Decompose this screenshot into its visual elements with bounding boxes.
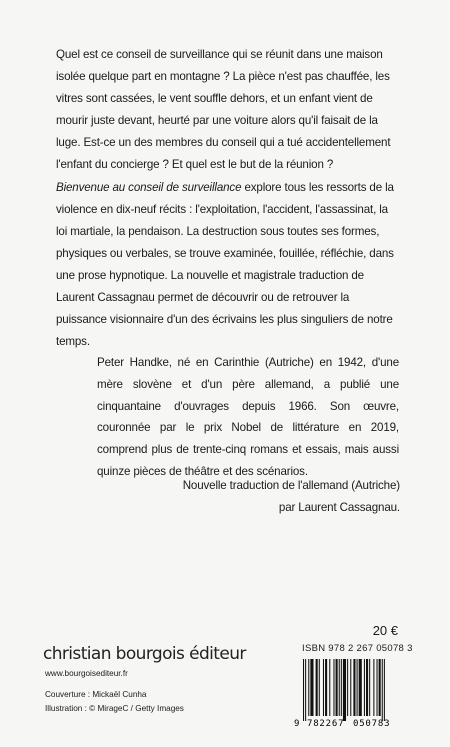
barcode-bar: [384, 659, 385, 721]
illustration-credit: Illustration : © MirageC / Getty Images: [45, 704, 184, 713]
barcode-bar: [319, 659, 320, 716]
barcode-bar: [357, 659, 358, 716]
barcode: [293, 659, 403, 729]
barcode-bar: [369, 659, 370, 716]
barcode-group-left: 782267: [307, 719, 345, 729]
translation-credit: [100, 475, 400, 519]
barcode-bar: [308, 659, 309, 716]
barcode-group-right: 050783: [353, 719, 391, 729]
barcode-bar: [350, 659, 351, 716]
blurb-part-1: Quel est ce conseil de surveillance qui se réunit dans une maison isolée quelque part en montagne ? La pièce n'est pas chauffée, les vitres sont cassées, le vent souffle dehors, et un enfant vient de mourir juste devant, heurté par une voiture alors qu'il faisait de la luge. Est-ce un des membres du conseil qui a tué accidentellement l'enfant du concierge ? Et quel est le but de la réunion ?: [56, 48, 391, 172]
barcode-bar: [353, 659, 355, 716]
book-title-italic: Bienvenue au conseil de surveillance: [56, 180, 242, 194]
translation-line-2: par Laurent Cassagnau.: [278, 500, 400, 514]
barcode-bar: [333, 659, 334, 716]
barcode-bar: [329, 659, 330, 716]
barcode-bar: [373, 659, 374, 716]
blurb-part-2: explore tous les ressorts de la violence en dix-neuf récits : l'exploitation, l'accident, l'assassinat, la loi martiale, la pendaison. La destruction sous toutes ses formes, physiques ou verbales, se trouve examinée, fouillée, réfléchie, dans une prose hypnotique. La nouvelle et magistrale traduction de Laurent Cassagnau permet de découvrir ou de retrouver la puissance visionnaire d'un des écrivains les plus singuliers de notre temps.: [56, 180, 394, 349]
back-cover-blurb: [56, 44, 400, 353]
barcode-bar: [336, 659, 338, 716]
barcode-bar: [377, 659, 378, 716]
barcode-bar: [325, 659, 327, 716]
barcode-bar: [316, 659, 318, 716]
barcode-bar: [303, 659, 304, 721]
publisher-logo: christian bourgois éditeur: [43, 644, 246, 664]
barcode-bar: [310, 659, 313, 716]
barcode-bar: [305, 659, 306, 721]
cover-credit: Couverture : Mickaël Cunha: [45, 690, 147, 699]
barcode-bar: [364, 659, 365, 716]
barcode-bar: [339, 659, 340, 716]
barcode-digit-first: 9: [294, 719, 300, 729]
barcode-bar: [341, 659, 342, 716]
barcode-bar: [323, 659, 324, 716]
author-bio: Peter Handke, né en Carinthie (Autriche) en 1942, d'une mère slovène et d'un père allemand, a publié une cinquantaine d'ouvrages depuis 1966. Son œuvre, couronnée par le prix Nobel de littérature en 2019, comprend plus de trente-cinq romans et essais, mais aussi quinze pièces de théâtre et des scénarios.: [97, 356, 399, 478]
barcode-bar: [382, 659, 383, 721]
barcode-bars: [303, 659, 385, 721]
barcode-bar: [366, 659, 368, 716]
translation-line-1: Nouvelle traduction de l'allemand (Autriche): [182, 479, 400, 492]
barcode-bar: [359, 659, 362, 716]
barcode-bar: [343, 659, 346, 721]
isbn: ISBN 978 2 267 05078 3: [302, 643, 413, 654]
barcode-bar: [379, 659, 381, 716]
publisher-website: www.bourgoisediteur.fr: [45, 669, 128, 678]
price: 20 €: [372, 623, 398, 638]
cover-credits: [45, 688, 184, 716]
barcode-bar: [347, 659, 348, 716]
